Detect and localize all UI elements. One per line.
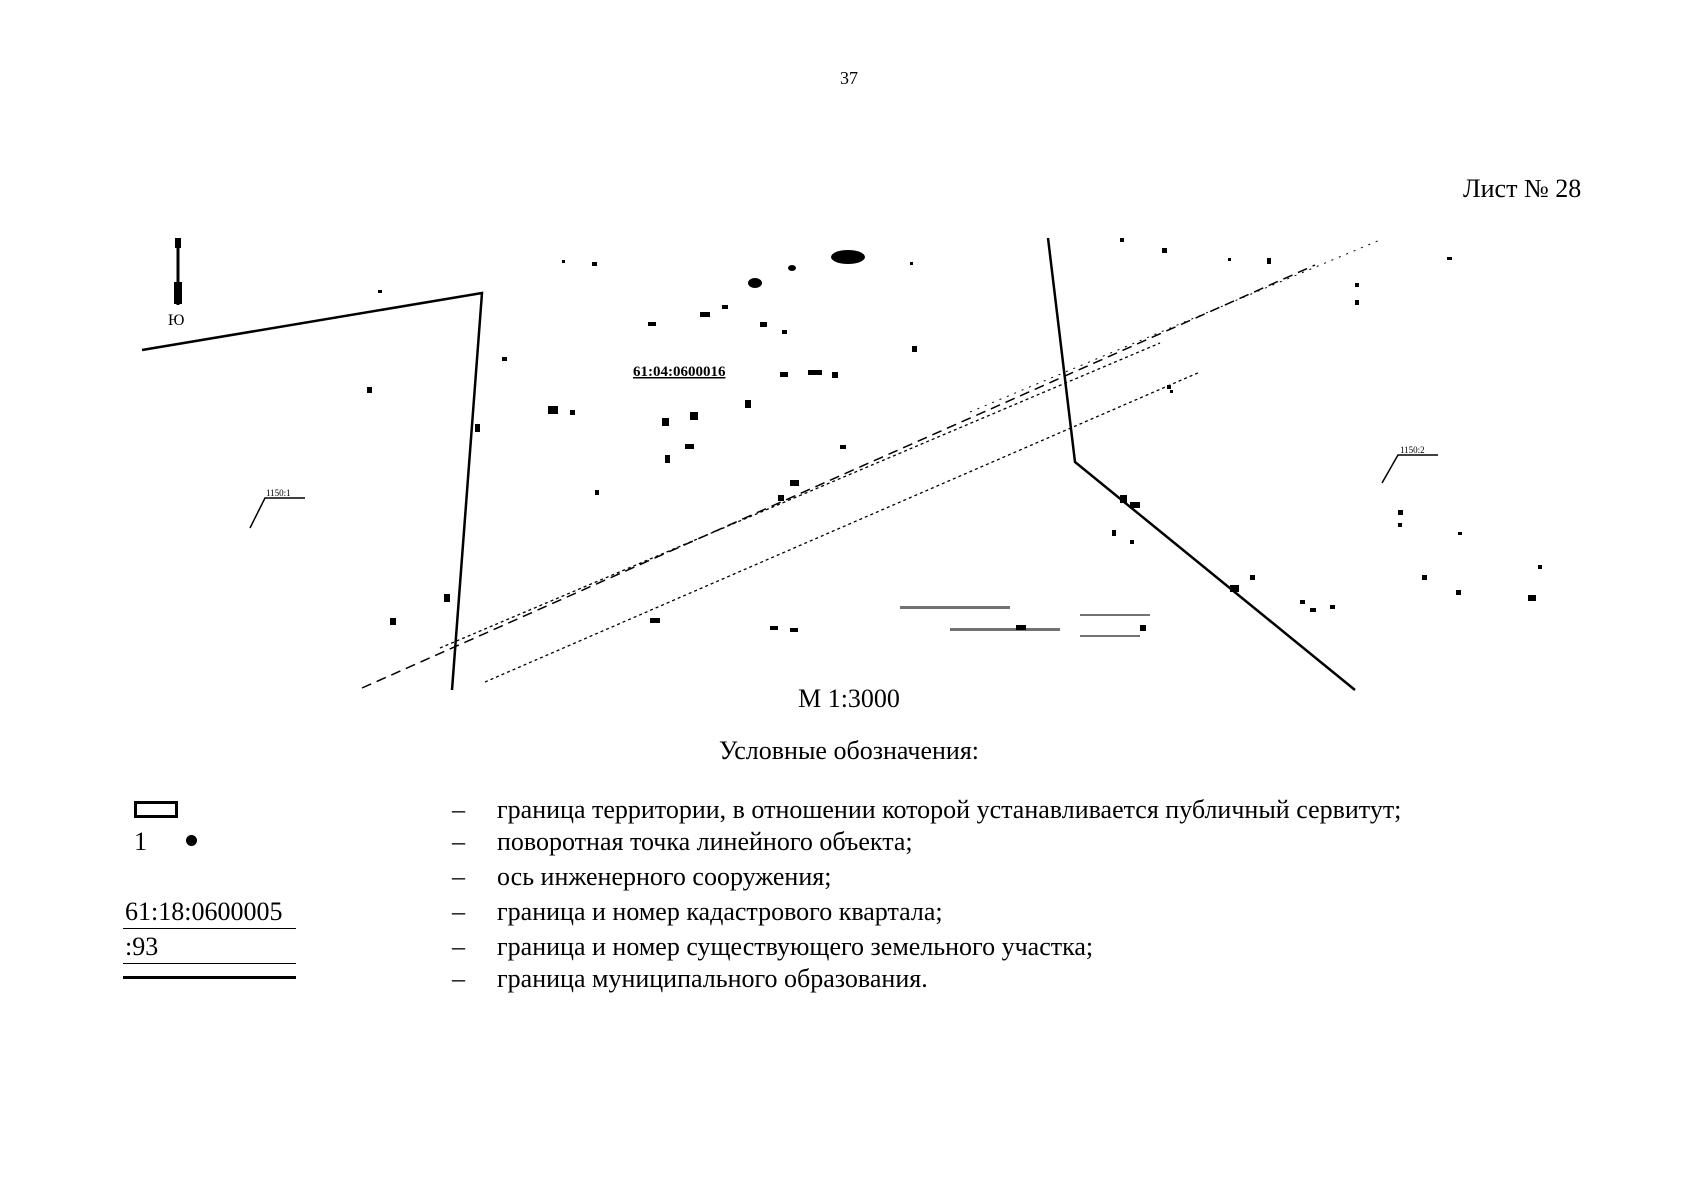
legend-dash: – [452,827,465,856]
legend-text-cadastral-quarter: граница и номер кадастрового квартала; [497,897,943,926]
legend-dash: – [452,964,465,993]
legend-text-turning-point: поворотная точка линейного объекта; [497,827,913,856]
page-number: 37 [840,68,858,88]
legend-row-municipal-boundary [0,964,1698,1000]
municipal-boundary-symbol [123,976,296,979]
legend-row-turning-point [0,827,1698,863]
map-faded-annotation [900,606,1150,637]
cadastral-quarter-label: 61:04:0600016 [633,364,726,380]
cadastral-quarter-symbol: 61:18:0600005 [125,897,283,926]
legend-text-engineering-axis: ось инженерного сооружения; [497,862,832,891]
turning-point-number: 1 [134,827,147,856]
boundary-line-left [142,293,482,690]
point-label-1: 1150:1 [266,488,291,498]
legend-dash: – [452,862,465,891]
legend-text-servitude-boundary: граница территории, в отношении которой устанавливается публичный сервитут; [497,795,1402,824]
sheet-label: Лист № 28 [1463,174,1582,203]
cadastral-quarter-underline [123,928,296,929]
legend-row-land-plot [0,932,1698,968]
legend-dash: – [452,795,465,824]
corridor-edge-outer [970,240,1380,412]
boundary-line-right [1048,238,1355,690]
legend-text-land-plot: граница и номер существующего земельного участка; [497,932,1094,961]
map-scale-label: М 1:3000 [798,684,900,713]
land-plot-symbol: :93 [125,932,159,961]
north-arrow-icon [168,238,184,329]
point-label-2: 1150:2 [1400,445,1425,455]
engineering-axis-line [362,265,1315,688]
legend-row-engineering-axis [0,862,1698,898]
legend-text-municipal-boundary: граница муниципального образования. [497,964,928,993]
corridor-edge-top [440,343,1160,648]
point-leader-1 [250,498,305,528]
north-arrow-label: Ю [168,312,185,329]
legend-row-cadastral-quarter [0,897,1698,933]
servitude-boundary-symbol [134,801,178,818]
legend-dash: – [452,932,465,961]
map-artifacts [367,238,1542,632]
point-leader-2 [1382,455,1438,483]
turning-point-dot-icon [186,835,197,846]
legend-row-servitude-boundary [0,795,1698,831]
legend-dash: – [452,897,465,926]
legend-title: Условные обозначения: [718,736,980,765]
